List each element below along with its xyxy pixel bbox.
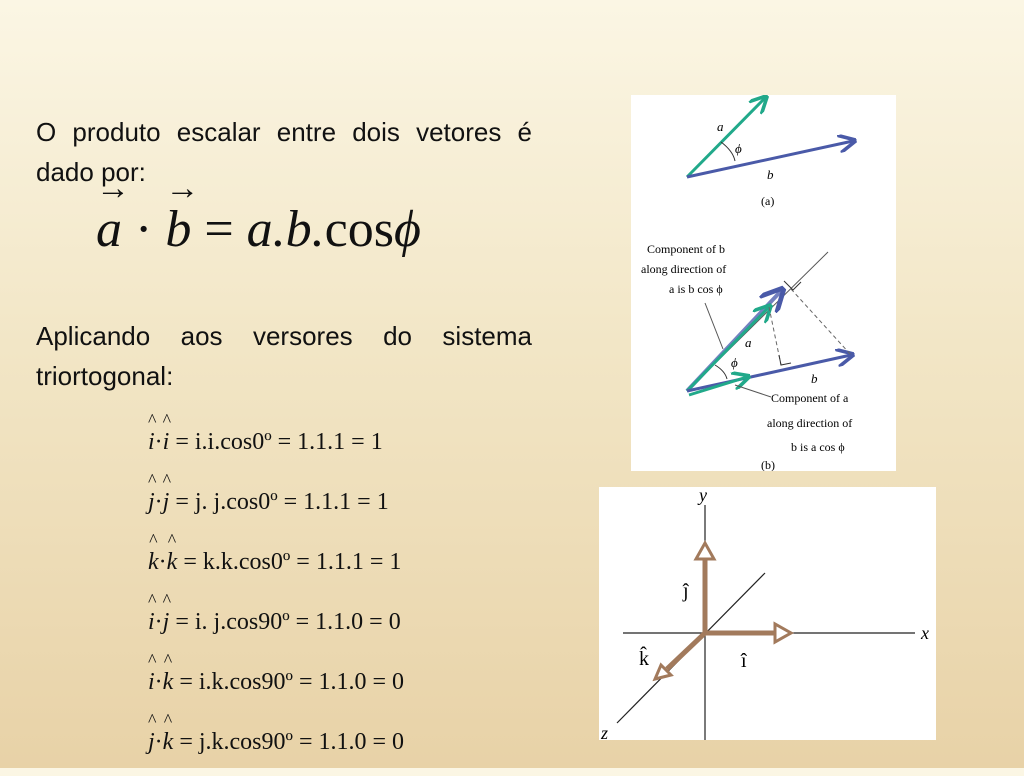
- equation-row: ^ j·^ j = j. j.cos0º = 1.1.1 = 1: [148, 476, 404, 536]
- label-b-b: b: [811, 371, 818, 386]
- cos-function: cos: [324, 201, 394, 258]
- unit-vector-right: ^ j: [163, 476, 170, 528]
- projection-figure: [631, 95, 896, 471]
- unit-vector-left: ^ j: [148, 476, 155, 528]
- label-x: x: [921, 623, 929, 643]
- label-b: b: [767, 167, 774, 182]
- unit-vector-right: ^ k: [167, 536, 178, 588]
- caption-b: (b): [761, 458, 775, 471]
- equation-row: ^ i·^ k = i.k.cos90º = 1.1.0 = 0: [148, 656, 404, 716]
- equation-row: ^ k·^ k = k.k.cos0º = 1.1.1 = 1: [148, 536, 404, 596]
- unit-k-shaft: [667, 633, 705, 669]
- equation-rhs: = j. j.cos0º = 1.1.1 = 1: [175, 489, 389, 515]
- label-z: z: [601, 723, 609, 740]
- unit-i-head-icon: [775, 624, 791, 642]
- unit-vector-left: ^ i: [148, 656, 155, 708]
- unit-vector-left: ^ k: [148, 536, 159, 588]
- label-k-hat: k̂: [639, 648, 649, 670]
- vector-b-arrow-b: [687, 355, 851, 391]
- equation-row: ^ j·^ k = j.k.cos90º = 1.1.0 = 0: [148, 716, 404, 776]
- unit-vector-left: ^ i: [148, 596, 155, 648]
- projection-diagram: [631, 95, 896, 471]
- equation-rhs: = k.k.cos0º = 1.1.1 = 1: [183, 549, 402, 575]
- phi-symbol: ϕ: [393, 201, 421, 258]
- leader-line-a: [735, 385, 771, 397]
- intro-paragraph: O produto escalar entre dois vetores é dado por:: [36, 117, 532, 187]
- label-a: a: [717, 119, 724, 134]
- equation-rhs: = i.k.cos90º = 1.1.0 = 0: [179, 669, 405, 695]
- equation-row: ^ i·^ j = i. j.cos90º = 1.1.0 = 0: [148, 596, 404, 656]
- unit-vector-right: ^ k: [163, 716, 174, 768]
- equation-rhs: = i. j.cos90º = 1.1.0 = 0: [175, 609, 401, 635]
- label-a-b: a: [745, 335, 752, 350]
- equation-row: ^ i·^ i = i.i.cos0º = 1.1.1 = 1: [148, 416, 404, 476]
- component-b-line3: a is b cos ϕ: [669, 282, 723, 296]
- unit-vector-right: ^ i: [163, 416, 170, 468]
- unit-vectors-figure: [599, 487, 936, 740]
- label-phi: ϕ: [735, 141, 742, 156]
- right-angle-mark-1: [784, 281, 801, 290]
- axes-diagram: [599, 487, 936, 740]
- caption-a: (a): [761, 194, 775, 208]
- leader-line-b: [705, 303, 723, 349]
- component-a-line1: Component of a: [771, 391, 849, 405]
- equation-rhs: = i.i.cos0º = 1.1.1 = 1: [175, 429, 383, 455]
- magnitude-product: a.b.: [246, 201, 325, 258]
- component-b-line2: along direction of: [641, 262, 727, 276]
- vector-b: → b: [165, 200, 191, 259]
- label-i-hat: î: [741, 650, 747, 672]
- vector-a-arrow-b: [687, 307, 769, 391]
- vector-a: → a: [96, 200, 122, 259]
- label-j-hat: ĵ: [683, 580, 689, 602]
- label-y: y: [699, 487, 707, 505]
- unit-vector-left: ^ j: [148, 716, 155, 768]
- angle-arc: [721, 142, 735, 161]
- angle-arc-b: [715, 365, 727, 379]
- unit-j-head-icon: [696, 543, 714, 559]
- component-b-line1: Component of b: [647, 242, 725, 256]
- component-a-line2: along direction of: [767, 416, 853, 430]
- equation-rhs: = j.k.cos90º = 1.1.0 = 0: [179, 729, 405, 755]
- right-angle-mark-2: [779, 355, 791, 365]
- unit-vector-right: ^ j: [163, 596, 170, 648]
- unit-vector-equations: [148, 416, 404, 776]
- unit-vector-right: ^ k: [163, 656, 174, 708]
- vector-a-arrow: [687, 98, 765, 177]
- projection-dash-1: [791, 289, 851, 355]
- dot-product-formula: [96, 200, 421, 259]
- dot-operator: ·: [135, 201, 153, 258]
- component-a-line3: b is a cos ϕ: [791, 440, 845, 454]
- equals-sign: =: [204, 201, 234, 258]
- label-phi-b: ϕ: [731, 355, 738, 370]
- unit-vector-left: ^ i: [148, 416, 155, 468]
- apply-paragraph: Aplicando aos versores do sistema triortogonal:: [36, 321, 532, 391]
